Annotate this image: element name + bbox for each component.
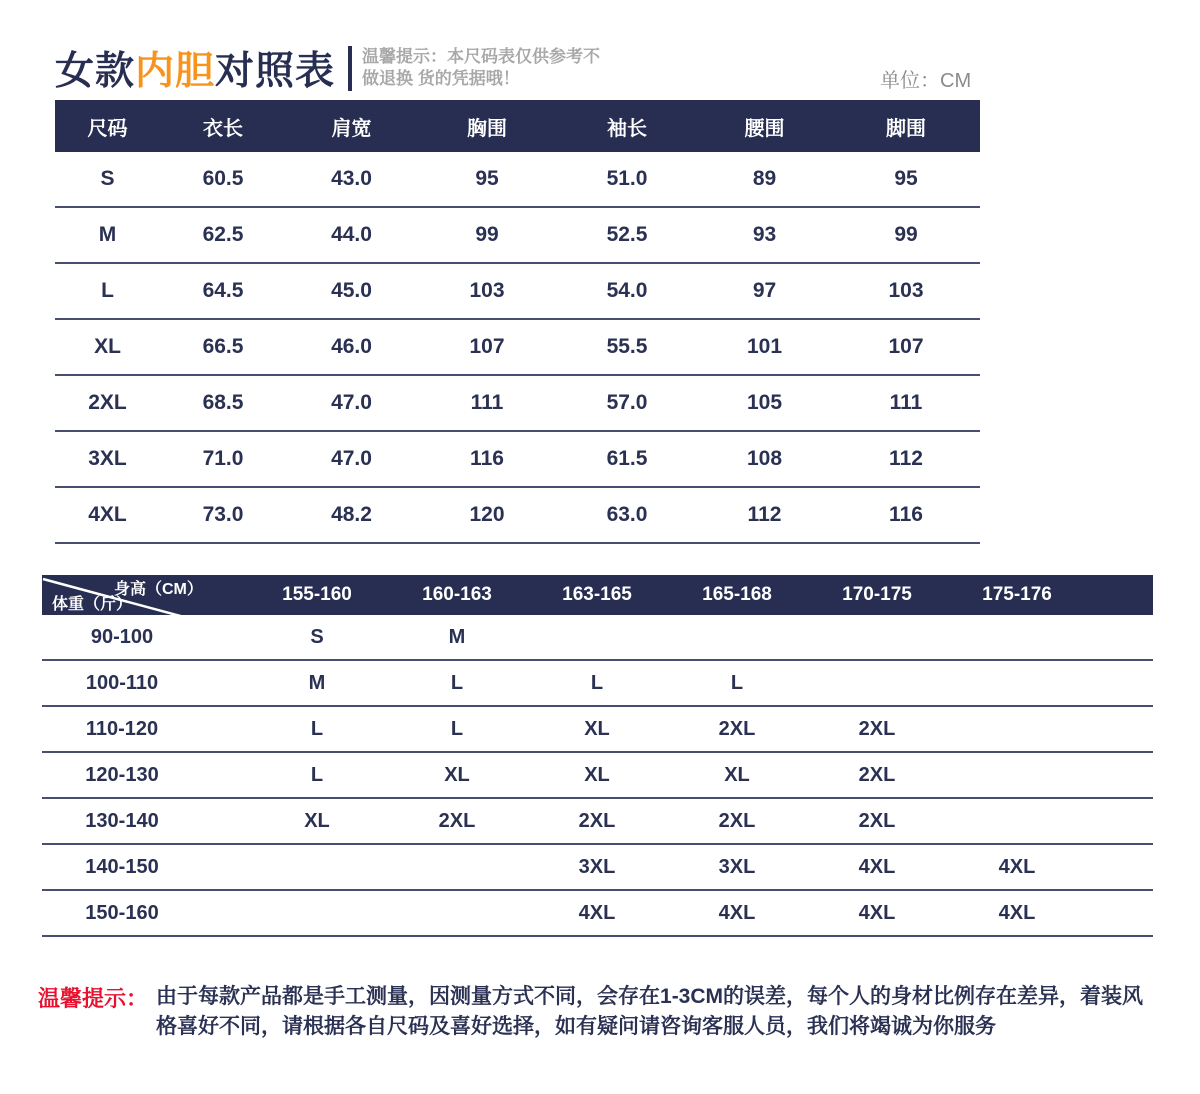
size-cell: S bbox=[310, 625, 324, 648]
size-cell: 4XL bbox=[718, 901, 756, 924]
value-cell: 52.5 bbox=[606, 223, 648, 246]
table-row bbox=[42, 707, 1153, 753]
size-table-header-cell: 胸围 bbox=[467, 117, 507, 140]
title-part-accent: 内胆 bbox=[135, 50, 216, 93]
value-cell: 95 bbox=[894, 167, 918, 190]
value-cell: 43.0 bbox=[331, 167, 372, 190]
size-table-header-cell: 尺码 bbox=[87, 117, 128, 140]
size-table-header-cell: 脚围 bbox=[886, 117, 926, 140]
value-cell: 66.5 bbox=[202, 335, 244, 358]
value-cell: 95 bbox=[475, 167, 499, 190]
size-cell: XL bbox=[304, 809, 330, 832]
header-tip bbox=[348, 46, 600, 91]
size-cell: XL bbox=[584, 717, 610, 740]
title-part-3: 对照表 bbox=[215, 50, 336, 93]
weight-range-label: 90-100 bbox=[90, 625, 154, 648]
size-cell: L bbox=[730, 671, 744, 694]
weight-range-label: 120-130 bbox=[85, 763, 159, 786]
value-cell: 112 bbox=[747, 503, 782, 526]
size-table-header-row bbox=[55, 100, 980, 152]
size-cell: 2XL bbox=[578, 809, 616, 832]
size-cell: M bbox=[448, 625, 466, 648]
size-cell: 4XL bbox=[578, 901, 616, 924]
weight-range-label: 130-140 bbox=[85, 809, 159, 832]
size-cell: 4XL bbox=[998, 855, 1036, 878]
footer-note-text: 由于每款产品都是手工测量，因测量方式不同，会存在1-3CM的误差，每个人的身材比例存在差异，着装风格喜好不同，请根据各自尺码及喜好选择，如有疑问请咨询客服人员，我们将竭诚为你服务 bbox=[156, 985, 1144, 1039]
table-row bbox=[42, 799, 1153, 845]
weight-range-label: 100-110 bbox=[85, 671, 159, 694]
corner-cell bbox=[42, 575, 247, 615]
size-cell: XL bbox=[584, 763, 610, 786]
size-cell: 2XL bbox=[718, 809, 756, 832]
value-cell: 103 bbox=[469, 279, 505, 302]
height-weight-table bbox=[42, 575, 1153, 937]
size-cell: 2XL bbox=[858, 763, 896, 786]
table-row bbox=[55, 376, 980, 432]
value-cell: 48.2 bbox=[331, 503, 372, 526]
corner-height-label: 身高（CM） bbox=[114, 581, 203, 598]
size-cell: XL bbox=[724, 763, 750, 786]
value-cell: 62.5 bbox=[202, 223, 244, 246]
weight-range-label: 110-120 bbox=[85, 717, 159, 740]
header-filler bbox=[1087, 575, 1153, 615]
value-cell: 64.5 bbox=[202, 279, 244, 302]
value-cell: 93 bbox=[752, 223, 777, 246]
value-cell: 111 bbox=[470, 391, 504, 414]
value-cell: 73.0 bbox=[202, 503, 244, 526]
size-cell: 3XL bbox=[578, 855, 616, 878]
page-title bbox=[55, 40, 335, 96]
value-cell: 54.0 bbox=[606, 279, 648, 302]
value-cell: 44.0 bbox=[331, 223, 372, 246]
size-cell: XL bbox=[94, 335, 121, 358]
value-cell: 46.0 bbox=[331, 335, 372, 358]
weight-range-label: 140-150 bbox=[85, 855, 159, 878]
size-cell: XL bbox=[444, 763, 470, 786]
size-cell: 3XL bbox=[88, 447, 127, 470]
table-row bbox=[42, 661, 1153, 707]
value-cell: 47.0 bbox=[331, 391, 372, 414]
value-cell: 63.0 bbox=[606, 503, 648, 526]
size-cell: M bbox=[308, 671, 326, 694]
corner-weight-label: 体重（斤） bbox=[52, 596, 133, 613]
value-cell: 101 bbox=[746, 335, 783, 358]
size-cell: 4XL bbox=[998, 901, 1036, 924]
unit-label: 单位：CM bbox=[880, 70, 972, 92]
height-range-header: 170-175 bbox=[842, 584, 912, 605]
tip-line-1: 温馨提示：本尺码表仅供参考不 bbox=[362, 47, 600, 66]
weight-range-label: 150-160 bbox=[85, 901, 159, 924]
value-cell: 108 bbox=[746, 447, 783, 470]
size-cell: L bbox=[450, 717, 464, 740]
value-cell: 120 bbox=[469, 503, 505, 526]
value-cell: 89 bbox=[752, 167, 777, 190]
size-table-header-cell: 腰围 bbox=[744, 117, 785, 140]
height-weight-header-row bbox=[42, 575, 1153, 615]
value-cell: 60.5 bbox=[202, 167, 244, 190]
height-range-header: 165-168 bbox=[702, 584, 772, 605]
table-row bbox=[55, 208, 980, 264]
size-cell: 4XL bbox=[858, 901, 896, 924]
value-cell: 97 bbox=[752, 279, 777, 302]
size-cell: S bbox=[100, 167, 115, 190]
table-row bbox=[55, 432, 980, 488]
tip-text bbox=[362, 46, 600, 91]
size-cell: M bbox=[98, 223, 117, 246]
table-row bbox=[55, 488, 980, 544]
table-row bbox=[42, 753, 1153, 799]
size-cell: 2XL bbox=[858, 809, 896, 832]
value-cell: 103 bbox=[888, 279, 924, 302]
value-cell: 105 bbox=[746, 391, 783, 414]
value-cell: 47.0 bbox=[331, 447, 372, 470]
value-cell: 116 bbox=[889, 503, 923, 526]
value-cell: 57.0 bbox=[606, 391, 648, 414]
value-cell: 111 bbox=[889, 391, 923, 414]
size-cell: L bbox=[310, 763, 324, 786]
value-cell: 51.0 bbox=[606, 167, 648, 190]
tip-divider-bar bbox=[348, 46, 352, 91]
size-cell: 2XL bbox=[88, 391, 127, 414]
footer-note bbox=[38, 982, 1168, 1043]
size-table-header-cell: 肩宽 bbox=[331, 117, 372, 140]
size-cell: L bbox=[590, 671, 604, 694]
table-row bbox=[55, 264, 980, 320]
value-cell: 99 bbox=[894, 223, 918, 246]
value-cell: 112 bbox=[889, 447, 923, 470]
value-cell: 99 bbox=[475, 223, 499, 246]
size-cell: 2XL bbox=[858, 717, 896, 740]
size-cell: 4XL bbox=[88, 503, 127, 526]
value-cell: 45.0 bbox=[331, 279, 372, 302]
value-cell: 68.5 bbox=[202, 391, 244, 414]
table-row bbox=[55, 320, 980, 376]
size-cell: L bbox=[101, 279, 114, 302]
height-range-header: 163-165 bbox=[562, 584, 632, 605]
size-table-header-cell: 袖长 bbox=[607, 117, 647, 140]
value-cell: 107 bbox=[888, 335, 924, 358]
size-cell: 4XL bbox=[858, 855, 896, 878]
height-range-header: 155-160 bbox=[282, 584, 352, 605]
tip-line-2: 做退换 货的凭据哦！ bbox=[362, 69, 520, 89]
size-cell: 2XL bbox=[438, 809, 476, 832]
value-cell: 71.0 bbox=[202, 447, 244, 470]
size-cell: 2XL bbox=[718, 717, 756, 740]
title-part-1: 女款 bbox=[55, 50, 136, 93]
value-cell: 55.5 bbox=[606, 335, 648, 358]
value-cell: 61.5 bbox=[606, 447, 648, 470]
size-table bbox=[55, 100, 980, 544]
table-row bbox=[42, 845, 1153, 891]
height-range-header: 160-163 bbox=[422, 584, 492, 605]
footer-note-label: 温馨提示： bbox=[38, 986, 149, 1011]
size-cell: L bbox=[310, 717, 324, 740]
table-row bbox=[42, 891, 1153, 937]
table-row bbox=[55, 152, 980, 208]
size-table-header-cell: 衣长 bbox=[203, 117, 243, 140]
height-range-header: 175-176 bbox=[982, 584, 1052, 605]
value-cell: 107 bbox=[469, 335, 505, 358]
size-cell: L bbox=[450, 671, 464, 694]
size-cell: 3XL bbox=[718, 855, 756, 878]
value-cell: 116 bbox=[470, 447, 504, 470]
